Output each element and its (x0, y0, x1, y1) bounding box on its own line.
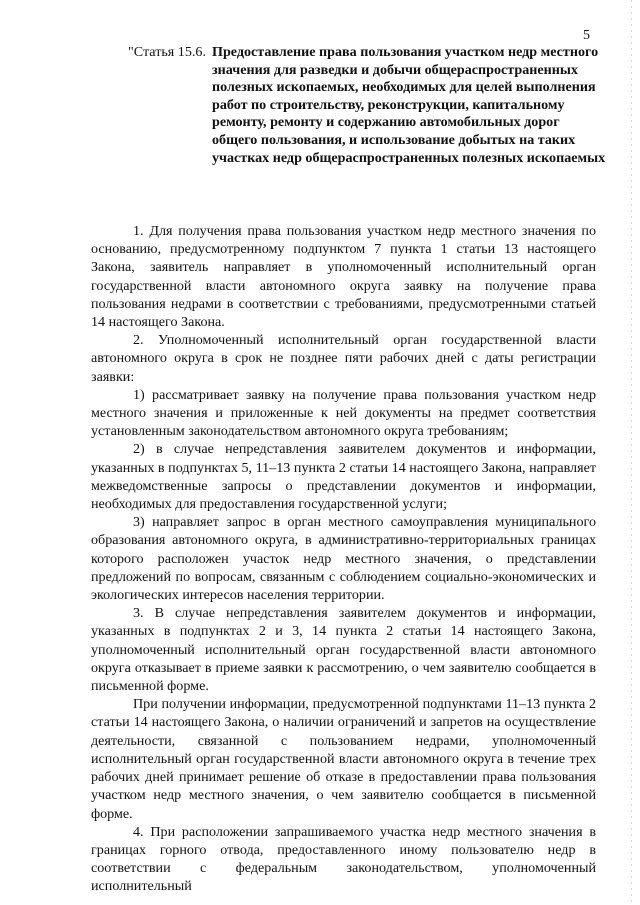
article-heading (128, 44, 608, 167)
paragraph: 3) направляет запрос в орган местного самоуправления муниципального образования автономного округа, в административно-территориальных границах которого расположен участок недр местного значения, о представлении предложений по вопросам, связанным с соблюдением социально-экономических и экологических интересов населения территории. (91, 514, 596, 604)
paragraph: 4. При расположении запрашиваемого участка недр местного значения в границах горного отвода, предоставленного иному пользователю недр в соответствии с федеральным законодательством, уполномоченный исполнительный (91, 823, 596, 895)
article-number: "Статья 15.6. (128, 44, 206, 60)
paragraph: 1) рассматривает заявку на получение права пользования участком недр местного значения и приложенные к ней документы на предмет соответствия установленным законодательством автономного округа требованиям; (91, 386, 596, 440)
paragraph: 1. Для получения права пользования участком недр местного значения по основанию, предусмотренному подпунктом 7 пункта 1 статьи 13 настоящего Закона, заявитель направляет в уполномоченный исполнительный орган государственной власти автономного округа заявку на получение права пользования недрами в соответствии с требованиями, предусмотренными статьей 14 настоящего Закона. (91, 223, 596, 331)
article-title: Предоставление права пользования участком недр местного значения для разведки и добычи общераспространенных полезных ископаемых, необходимых для целей выполнения работ по строительству, реконструкции, капитальному ремонту, ремонту и содержанию автомобильных дорог общего пользования, и использование добытых на таких участках недр общераспространенных полезных ископаемых (212, 44, 606, 166)
paragraph: При получении информации, предусмотренной подпунктами 11–13 пункта 2 статьи 14 настоящего Закона, о наличии ограничений и запретов на осуществление деятельности, связанной с пользованием недрами, уполномоченный исполнительный орган государственной власти автономного округа в течение трех рабочих дней принимает решение об отказе в предоставлении права пользования участком недр местного значения, о чем заявителю сообщается в письменной форме. (91, 696, 596, 822)
paragraph: 2. Уполномоченный исполнительный орган государственной власти автономного округа в срок не позднее пяти рабочих дней с даты регистрации заявки: (91, 332, 596, 385)
paragraph: 2) в случае непредставления заявителем документов и информации, указанных в подпунктах 5, 11–13 пункта 2 статьи 14 настоящего Закона, направляет межведомственные запросы о представлении документов и информации, необходимых для предоставления государственной услуги; (91, 441, 596, 513)
page-number: 5 (583, 28, 590, 43)
article-body (91, 222, 596, 896)
paragraph: 3. В случае непредставления заявителем документов и информации, указанных в подпунктах 2 и 3, 14 пункта 2 статьи 14 настоящего Закона, уполномоченный исполнительный орган государственной власти автономного округа отказывает в приеме заявки к рассмотрению, о чем заявителю сообщается в письменной форме. (91, 605, 596, 695)
scan-edge-line (631, 0, 632, 905)
